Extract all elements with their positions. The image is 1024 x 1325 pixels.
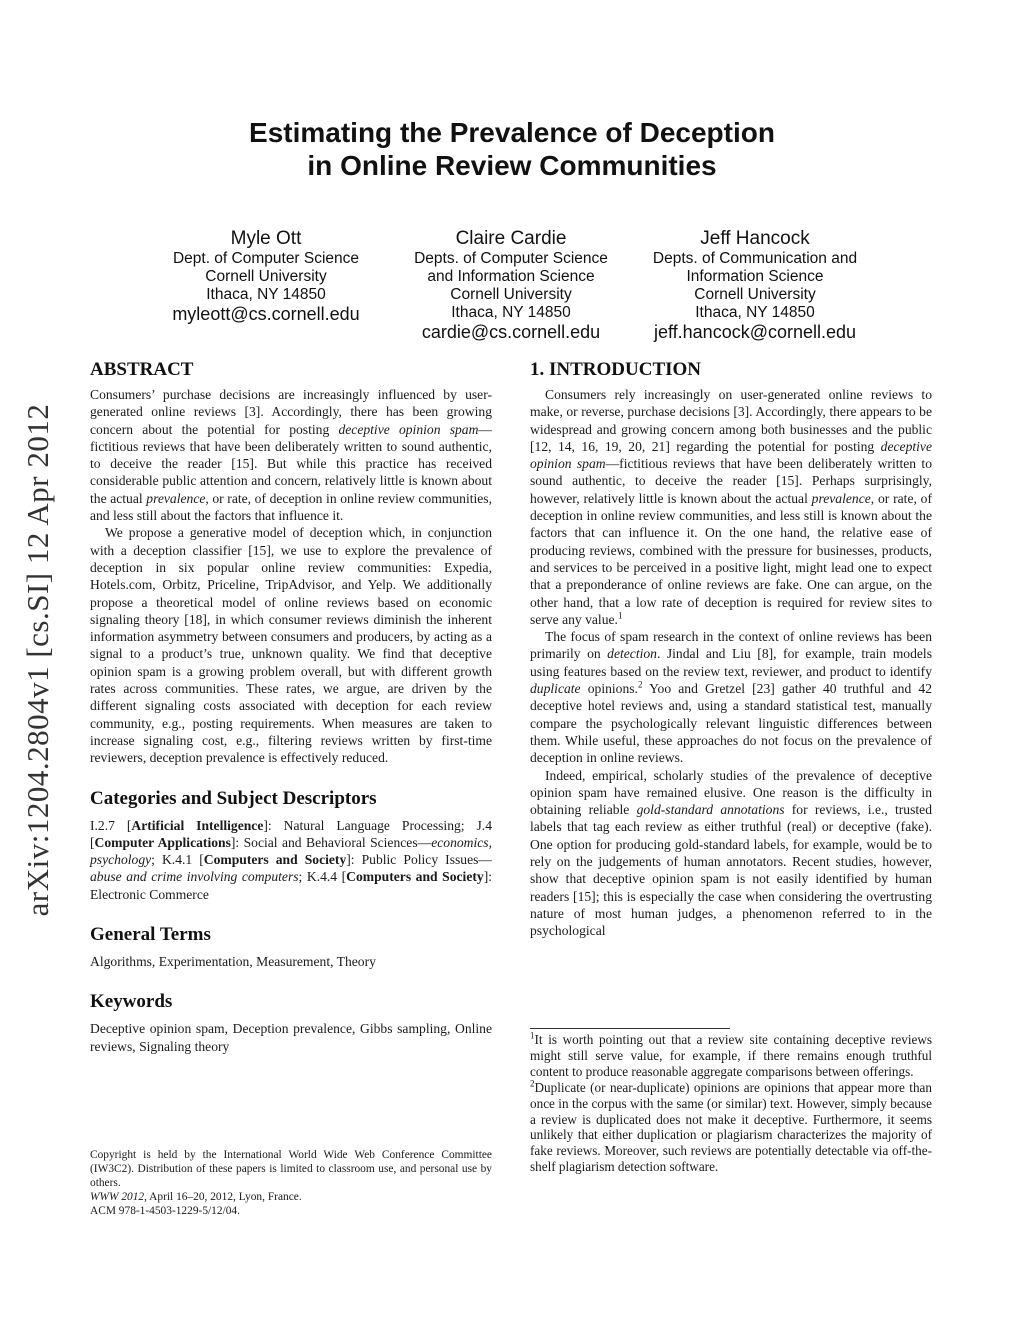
author-affiliation: Ithaca, NY 14850 (206, 286, 326, 303)
arxiv-identifier: arXiv:1204.2804v1 [cs.SI] 12 Apr 2012 (20, 403, 55, 917)
author-affiliation: Cornell University (450, 286, 572, 303)
title-line-1: Estimating the Prevalence of Deception (249, 117, 775, 148)
author-affiliation: Cornell University (694, 286, 816, 303)
footnote-2: $^2$Duplicate (or near-duplicate) opinions are opinions that appear more than once in the corpus with the same (or similar) text. However, simply because a review is duplicated does not make it deceptive. Furthermore, it seems unlikely that either duplication or plagiarism characterizes the majority of fake reviews. Moreover, such reviews are potentially detectable via off-the-shelf plagiarism detection software. (530, 1078, 932, 1175)
right-column (530, 358, 932, 940)
abstract-paragraph-1: Consumers’ purchase decisions are increasingly influenced by user-generated online reviews [3]. Accordingly, there has been growing concern about the potential for posting deceptive opinion spam—fictitious reviews that have been deliberately written to sound authentic, to deceive the reader [15]. But while this practice has received considerable public attention and concern, relatively little is known about the actual prevalence, or rate, of deception in online review communities, and less still about the factors that influence it. (90, 387, 492, 524)
author-email[interactable]: myleott@cs.cornell.edu (172, 304, 360, 324)
general-terms-text: Algorithms, Experimentation, Measurement, Theory (90, 954, 376, 970)
keywords-heading: Keywords (90, 991, 173, 1013)
footnote-ref-1[interactable]: 1 (617, 610, 623, 621)
abstract-paragraph-2: We propose a generative model of deception which, in conjunction with a deception classifier [15], we use to explore the prevalence of deception in six popular online review communities: Expedia, Hotels.com, Orbitz, Priceline, TripAdvisor, and Yelp. We additionally propose a theoretical model of online reviews based on economic signaling theory [18], in which consumer reviews diminish the inherent information asymmetry between consumers and producers, by acting as a signal to a product’s true, unknown quality. We find that deceptive opinion spam is a growing problem overall, but with different growth rates across communities. These rates, we argue, are driven by the different signaling costs associated with deception for each review community, e.g., posting requirements. When measures are taken to increase signaling cost, e.g., filtering reviews written by first-time reviewers, deception prevalence is effectively reduced. (90, 525, 492, 766)
author-name: Myle Ott (230, 228, 302, 249)
author-affiliation: Ithaca, NY 14850 (451, 304, 571, 321)
keywords-section (90, 990, 492, 1055)
copyright-text: Copyright is held by the International World Wide Web Conference Committee (IW3C2). Distribution of these papers is limited to classroom use, and personal use by others. (90, 1149, 492, 1189)
abstract-heading: ABSTRACT (90, 359, 194, 380)
venue-line: WWW 2012, April 16–20, 2012, Lyon, France. (90, 1191, 302, 1203)
introduction-heading: 1. INTRODUCTION (530, 359, 702, 380)
acm-number: ACM 978-1-4503-1229-5/12/04. (90, 1205, 240, 1217)
arxiv-side-stamp (18, 380, 58, 940)
author-3 (628, 228, 882, 343)
categories-heading: Categories and Subject Descriptors (90, 787, 377, 809)
title-line-2: in Online Review Communities (307, 150, 717, 181)
keywords-text: Deceptive opinion spam, Deception prevalence, Gibbs sampling, Online reviews, Signaling theory (90, 1021, 492, 1054)
footnote-1: $^1$It is worth pointing out that a review site containing deceptive reviews might still serve value, for example, if there remains enough truthful content to produce reasonable aggregate comparisons between offerings. (530, 1030, 932, 1079)
author-2 (395, 228, 627, 343)
author-email[interactable]: jeff.hancock@cornell.edu (653, 322, 857, 342)
author-name: Jeff Hancock (700, 228, 810, 249)
categories-section (90, 787, 492, 903)
footnote-divider (530, 1028, 730, 1029)
paper-title (130, 116, 894, 182)
author-affiliation: Depts. of Computer Science (414, 250, 608, 267)
author-name: Claire Cardie (455, 228, 567, 249)
footnote-ref-2[interactable]: 2 (637, 679, 643, 690)
left-column (90, 358, 492, 1055)
general-terms-heading: General Terms (90, 924, 211, 946)
author-affiliation: Cornell University (205, 268, 327, 285)
author-1 (150, 228, 382, 325)
author-affiliation: Dept. of Computer Science (172, 250, 360, 267)
categories-text: I.2.7 [Artificial Intelligence]: Natural Language Processing; J.4 [Computer Applications]: Social and Behavioral Sciences—economics, psychology; K.4.1 [Computers and Society]: Public Policy Issues—abuse and crime involving computers; K.4.4 [Computers and Society]: Electronic Commerce (90, 817, 492, 902)
copyright-notice (90, 1148, 492, 1218)
intro-paragraph-3: Indeed, empirical, scholarly studies of the prevalence of deceptive opinion spam have remained elusive. One reason is the difficulty in obtaining reliable gold-standard annotations for reviews, i.e., trusted labels that tag each review as either truthful (real) or deceptive (fake). One option for producing gold-standard labels, for example, would be to rely on the judgements of human annotators. Recent studies, however, show that deceptive opinion spam is not easily identified by human readers [15]; this is especially the case when considering the overtrusting nature of most human judges, a phenomenon referred to in the psychological (530, 767, 932, 939)
footnotes (530, 1032, 932, 1175)
author-affiliation: Ithaca, NY 14850 (695, 304, 815, 321)
general-terms-section (90, 923, 492, 970)
intro-paragraph-2: The focus of spam research in the context of online reviews has been primarily on detection. Jindal and Liu [8], for example, train models using features based on the review text, reviewer, and product to identify duplicate opinions.$^2$ Yoo and Gretzel [23] gather 40 truthful and 42 deceptive hotel reviews and, using a standard statistical test, manually compare the psychologically relevant linguistic differences between them. While useful, these approaches do not focus on the prevalence of deception in online reviews. (530, 629, 932, 766)
author-affiliation: Depts. of Communication and (652, 250, 858, 267)
intro-paragraph-1: Consumers rely increasingly on user-generated online reviews to make, or reverse, purchase decisions [3]. Accordingly, there appears to be widespread and growing concern among both businesses and the public [12, 14, 16, 19, 20, 21] regarding the potential for posting deceptive opinion spam—fictitious reviews that have been deliberately written to sound authentic, to deceive the reader [15]. Perhaps surprisingly, however, relatively little is known about the actual prevalence, or rate, of deception in online review communities, and less still is known about the factors that can influence it. On the one hand, the relative ease of producing reviews, combined with the pressure for businesses, products, and services to be perceived in a positive light, might lead one to expect that a preponderance of online reviews are fake. One can argue, on the other hand, that a low rate of deception is required for review sites to serve any value.$^1$ (530, 387, 933, 627)
author-email[interactable]: cardie@cs.cornell.edu (421, 322, 601, 342)
author-affiliation: Information Science (686, 268, 824, 285)
author-affiliation: and Information Science (427, 268, 595, 285)
